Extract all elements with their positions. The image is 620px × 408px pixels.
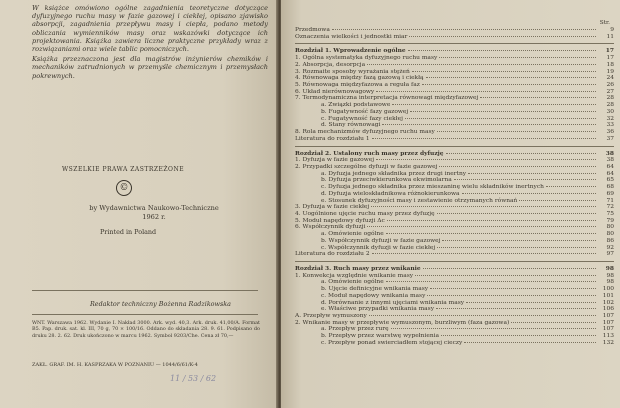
toc-subentry bbox=[295, 340, 614, 347]
dot-leader bbox=[386, 281, 596, 282]
toc-subentry bbox=[295, 293, 614, 300]
toc-entry-title: a. Omówienie ogólne bbox=[321, 231, 384, 238]
toc-page-number: 33 bbox=[606, 122, 614, 129]
chapter-divider bbox=[295, 43, 614, 44]
toc-entry-title: c. Dyfuzja jednego składnika przez mieszaninę wielu składników inertnych bbox=[321, 184, 544, 191]
toc-page-number: 32 bbox=[606, 115, 614, 122]
toc-subentry bbox=[295, 279, 614, 286]
toc-page-number: 132 bbox=[602, 339, 614, 346]
toc-page-number: 28 bbox=[606, 95, 614, 102]
toc-page-number: 107 bbox=[602, 313, 614, 320]
toc-entry bbox=[295, 211, 614, 218]
toc-page-number: 38 bbox=[606, 157, 614, 164]
toc-entry-title: 2. Przypadki szczególne dyfuzji w fazie gazowej bbox=[295, 163, 438, 170]
dot-leader bbox=[410, 111, 596, 112]
toc-entry bbox=[295, 313, 614, 320]
toc-page-number: 86 bbox=[606, 237, 614, 244]
toc-page-number: 9 bbox=[610, 27, 614, 33]
toc-subentry bbox=[295, 171, 614, 178]
toc-page-number: 37 bbox=[606, 135, 614, 142]
toc-subentry bbox=[295, 306, 614, 313]
dot-leader bbox=[372, 253, 596, 254]
dot-leader bbox=[441, 335, 596, 336]
toc-entry-title: Oznaczenia wielkości i jednostki miar bbox=[295, 33, 408, 40]
copyright-symbol: © bbox=[116, 180, 132, 196]
toc-entry-title: 2. Wnikanie masy w przepływie wymuszonym, burzliwym (faza gazowa) bbox=[295, 319, 510, 326]
page-column-header: Str. bbox=[599, 20, 610, 26]
toc-entry bbox=[295, 55, 614, 62]
dot-leader bbox=[332, 29, 596, 30]
toc-page-number: 101 bbox=[602, 292, 614, 299]
description-paragraph: W książce omówiono ogólne zagadnienia teoretyczne dotyczące dyfuzyjnego ruchu masy w fazie gazowej i ciekłej, opisano zjawisko absorpcji, zagadnienia przepływu masy i ciepła, podano metody obliczania wymienników masy oraz wskazówki dotyczące ich projektowania. Książka zawiera liczne praktyczne przykłady wraz z rozwiązaniami oraz wiele tablic pomocniczych. bbox=[32, 4, 268, 54]
toc-entry-title: Rozdział 1. Wprowadzenie ogólne bbox=[295, 47, 406, 55]
toc-entry-title: c. Moduł napędowy wnikania masy bbox=[321, 292, 426, 299]
dot-leader bbox=[371, 206, 596, 207]
toc-page-number: 106 bbox=[602, 306, 614, 313]
toc-page-number: 80 bbox=[606, 231, 614, 238]
toc-page-number: 36 bbox=[606, 129, 614, 136]
toc-page-number: 68 bbox=[606, 184, 614, 191]
dot-leader bbox=[415, 275, 596, 276]
toc-subentry bbox=[295, 191, 614, 198]
left-page bbox=[0, 0, 278, 408]
toc-page-number: 100 bbox=[602, 286, 614, 293]
toc-page-number: 75 bbox=[606, 210, 614, 217]
toc-page-number: 19 bbox=[606, 68, 614, 75]
dot-leader bbox=[422, 84, 596, 85]
toc-entry-title: 6. Układ nierównowagowy bbox=[295, 88, 375, 95]
toc-page-number: 18 bbox=[606, 61, 614, 68]
toc-entry-title: d. Stany równowagi bbox=[321, 122, 381, 129]
toc-entry-title: 2. Absorpcja, desorpcja bbox=[295, 61, 366, 68]
toc-page-number: 72 bbox=[606, 204, 614, 211]
toc-entry-title: a. Przepływ przez rurę bbox=[321, 326, 389, 333]
toc-page-number: 17 bbox=[606, 55, 614, 62]
pencil-annotation: 11 / 53 / 62 bbox=[170, 374, 217, 383]
toc-page-number: 28 bbox=[606, 102, 614, 109]
toc-entry-title: e. Stosunek dyfuzyjności masy i zestawienie otrzymanych równań bbox=[321, 197, 518, 204]
toc-entry-title: 4. Uogólnione ujęcie ruchu masy przez dyfuzję bbox=[295, 210, 435, 217]
dot-leader bbox=[427, 295, 596, 296]
dot-leader bbox=[430, 288, 596, 289]
toc-subentry bbox=[295, 198, 614, 205]
toc-entry-title: 3. Rozmaite sposoby wyrażania stężeń bbox=[295, 68, 410, 75]
toc-entry-title: b. Współczynnik dyfuzji w fazie gazowej bbox=[321, 237, 441, 244]
toc-page-number: 71 bbox=[606, 197, 614, 204]
toc-entry-title: 5. Moduł napędowy dyfuzji Δc bbox=[295, 217, 385, 224]
chapter-divider bbox=[295, 146, 614, 147]
toc-entry-title: c. Współczynnik dyfuzji w fazie ciekłej bbox=[321, 244, 436, 251]
toc-entry-title: a. Dyfuzja jednego składnika przez drugi inertny bbox=[321, 170, 467, 177]
toc-page-number: 27 bbox=[606, 88, 614, 95]
dot-leader bbox=[446, 153, 596, 154]
copyright-line: 1962 r. bbox=[142, 212, 166, 221]
toc-entry-title: c. Przepływ ponad swierciadłem stojącej cieczy bbox=[321, 339, 463, 346]
toc-page-number: 17 bbox=[605, 47, 614, 55]
toc-entry-title: 1. Konwekcja względnie wnikanie masy bbox=[295, 272, 414, 279]
toc-entry-title: Literatura do rozdziału 2 bbox=[295, 251, 370, 258]
toc-entry-title: Rozdział 3. Ruch masy przez wnikanie bbox=[295, 265, 421, 272]
toc-entry bbox=[295, 157, 614, 164]
edition-details: WNT. Warszawa 1962. Wydanie I. Nakład 3000. Ark. wyd. 40,3. Ark. druk. 41,00/A. Format B5. Pap. druk. sat. kl. III, 70 g, 70 × 100/16. Oddano do składania 28. 9. 61. Podpisano do druku 28. 2. 62. Druk ukończono w marcu 1962. Symbol 9203/Che. Cena zł 70,— bbox=[32, 320, 260, 339]
dot-leader bbox=[437, 213, 596, 214]
description-paragraph: Książka przeznaczona jest dla magistrów inżynierów chemików i mechaników zatrudnionych w przemyśle chemicznym i przemysłach pokrewnych. bbox=[32, 55, 268, 80]
toc-entry bbox=[295, 204, 614, 211]
dot-leader bbox=[376, 91, 596, 92]
toc-entry-title: 7. Termodynamiczna interpretacja równowagi międzyfazowej bbox=[295, 95, 479, 102]
toc-page-number: 113 bbox=[602, 333, 614, 340]
toc-page-number: 80 bbox=[606, 224, 614, 231]
toc-entry-title: Literatura do rozdziału 1 bbox=[295, 135, 370, 142]
toc-chapter bbox=[295, 266, 614, 273]
toc-entry-title: a. Związki podstawowe bbox=[321, 102, 391, 109]
dot-leader bbox=[412, 71, 596, 72]
toc-page-number: 26 bbox=[606, 82, 614, 89]
toc-page-number: 102 bbox=[602, 299, 614, 306]
dot-leader bbox=[462, 193, 596, 194]
toc-entry-title: 8. Rola mechanizmów dyfuzyjnego ruchu masy bbox=[295, 129, 435, 136]
toc-page-number: 69 bbox=[606, 190, 614, 197]
dot-leader bbox=[372, 138, 596, 139]
toc-page-number: 98 bbox=[606, 272, 614, 279]
dot-leader bbox=[454, 179, 596, 180]
toc-page-number: 107 bbox=[602, 326, 614, 333]
copyright-line: by Wydawnictwa Naukowo-Techniczne bbox=[89, 204, 219, 212]
printer-imprint: ZAKŁ. GRAF. IM. H. KASPRZAKA W POZNANIU — 1044/6/61/K-4 bbox=[32, 362, 198, 368]
printed-in: Printed in Poland bbox=[100, 228, 157, 236]
toc-entry-title: Przedmowa bbox=[295, 27, 330, 33]
toc-entry bbox=[295, 82, 614, 89]
toc-subentry bbox=[295, 102, 614, 109]
toc-page-number: 24 bbox=[606, 75, 614, 82]
toc-entry-title: 5. Równowaga międzyfazowa a reguła faz bbox=[295, 82, 420, 89]
toc-entry bbox=[295, 320, 614, 327]
toc-page-number: 38 bbox=[605, 149, 614, 157]
dot-leader bbox=[387, 220, 596, 221]
toc-entry-title: 1. Ogólna systematyka dyfuzyjnego ruchu masy bbox=[295, 55, 438, 62]
toc-page-number: 11 bbox=[606, 33, 614, 40]
toc-chapter bbox=[295, 151, 614, 158]
toc-entry-title: 1. Dyfuzja w fazie gazowej bbox=[295, 157, 375, 164]
copyright-holder bbox=[78, 204, 230, 221]
toc-subentry bbox=[295, 333, 614, 340]
dot-leader bbox=[468, 173, 596, 174]
dot-leader bbox=[519, 200, 596, 201]
toc-entry bbox=[295, 95, 614, 102]
dot-leader bbox=[480, 97, 596, 98]
technical-editor: Redaktor techniczny Bożenna Radzikowska bbox=[90, 300, 231, 308]
toc-entry-title: 4. Równowaga między fazą gazową i ciekłą bbox=[295, 75, 424, 82]
toc-page-number: 97 bbox=[606, 251, 614, 258]
toc-subentry bbox=[295, 238, 614, 245]
toc-entry bbox=[295, 164, 614, 171]
dot-leader bbox=[437, 131, 596, 132]
dot-leader bbox=[408, 50, 596, 51]
toc-page-number: 92 bbox=[606, 244, 614, 251]
toc-entry-title: 6. Współczynnik dyfuzji bbox=[295, 224, 366, 231]
toc-entry-title: d. Porównanie z innymi ujęciami wnikania masy bbox=[321, 299, 465, 306]
toc-entry-title: a. Omówienie ogólne bbox=[321, 279, 384, 286]
toc-entry-title: d. Dyfuzja wieloskładnikowa różnokierunkowa bbox=[321, 190, 460, 197]
dot-leader bbox=[405, 118, 596, 119]
dot-leader bbox=[367, 226, 596, 227]
dot-leader bbox=[437, 247, 596, 248]
toc-entry bbox=[295, 27, 614, 34]
table-of-contents bbox=[295, 27, 614, 347]
toc-entry-title: b. Przepływ przez warstwę wypełnienia bbox=[321, 333, 440, 340]
dot-leader bbox=[391, 328, 596, 329]
toc-entry-title: 3. Dyfuzja w fazie ciekłej bbox=[295, 204, 370, 211]
toc-page-number: 64 bbox=[606, 170, 614, 177]
dot-leader bbox=[439, 57, 596, 58]
toc-entry bbox=[295, 62, 614, 69]
toc-page-number: 30 bbox=[606, 108, 614, 115]
toc-page-number: 98 bbox=[605, 265, 614, 272]
divider bbox=[32, 314, 258, 315]
toc-entry bbox=[295, 34, 614, 41]
dot-leader bbox=[464, 342, 596, 343]
toc-subentry bbox=[295, 231, 614, 238]
dot-leader bbox=[426, 77, 596, 78]
toc-subentry bbox=[295, 326, 614, 333]
toc-entry-title: c. Fugatywność fazy ciekłej bbox=[321, 115, 403, 122]
toc-page-number: 79 bbox=[606, 217, 614, 224]
dot-leader bbox=[386, 233, 596, 234]
dot-leader bbox=[392, 104, 596, 105]
toc-entry bbox=[295, 136, 614, 143]
toc-entry-title: e. Właściwe przypadki wnikania masy bbox=[321, 306, 435, 313]
dot-leader bbox=[466, 302, 596, 303]
dot-leader bbox=[442, 240, 596, 241]
toc-entry-title: A. Przepływ wymuszony bbox=[295, 313, 367, 320]
toc-entry-title: b. Dyfuzja przeciwkierunkowa ekwimolarna bbox=[321, 177, 452, 184]
rights-notice: WSZELKIE PRAWA ZASTRZEŻONE bbox=[62, 166, 185, 173]
toc-subentry bbox=[295, 184, 614, 191]
dot-leader bbox=[511, 322, 596, 323]
toc-entry-title: Rozdział 2. Ustalony ruch masy przez dyfuzję bbox=[295, 149, 444, 157]
toc-entry bbox=[295, 251, 614, 258]
dot-leader bbox=[376, 159, 596, 160]
book-description bbox=[32, 4, 268, 80]
toc-subentry bbox=[295, 286, 614, 293]
chapter-divider bbox=[295, 261, 614, 262]
toc-page-number: 98 bbox=[606, 279, 614, 286]
toc-subentry bbox=[295, 245, 614, 252]
toc-entry bbox=[295, 129, 614, 136]
dot-leader bbox=[369, 315, 596, 316]
toc-page-number: 65 bbox=[606, 177, 614, 184]
toc-entry-title: b. Ujęcie definicyjne wnikania masy bbox=[321, 286, 429, 293]
dot-leader bbox=[436, 308, 596, 309]
dot-leader bbox=[409, 36, 596, 37]
dot-leader bbox=[367, 64, 596, 65]
dot-leader bbox=[546, 186, 596, 187]
dot-leader bbox=[439, 166, 596, 167]
right-page-contents bbox=[281, 0, 620, 408]
divider bbox=[32, 290, 258, 291]
toc-page-number: 107 bbox=[602, 319, 614, 326]
dot-leader bbox=[382, 124, 596, 125]
toc-entry-title: b. Fugatywność fazy gazowej bbox=[321, 108, 409, 115]
dot-leader bbox=[423, 268, 596, 269]
toc-subentry bbox=[295, 109, 614, 116]
toc-page-number: 64 bbox=[606, 163, 614, 170]
